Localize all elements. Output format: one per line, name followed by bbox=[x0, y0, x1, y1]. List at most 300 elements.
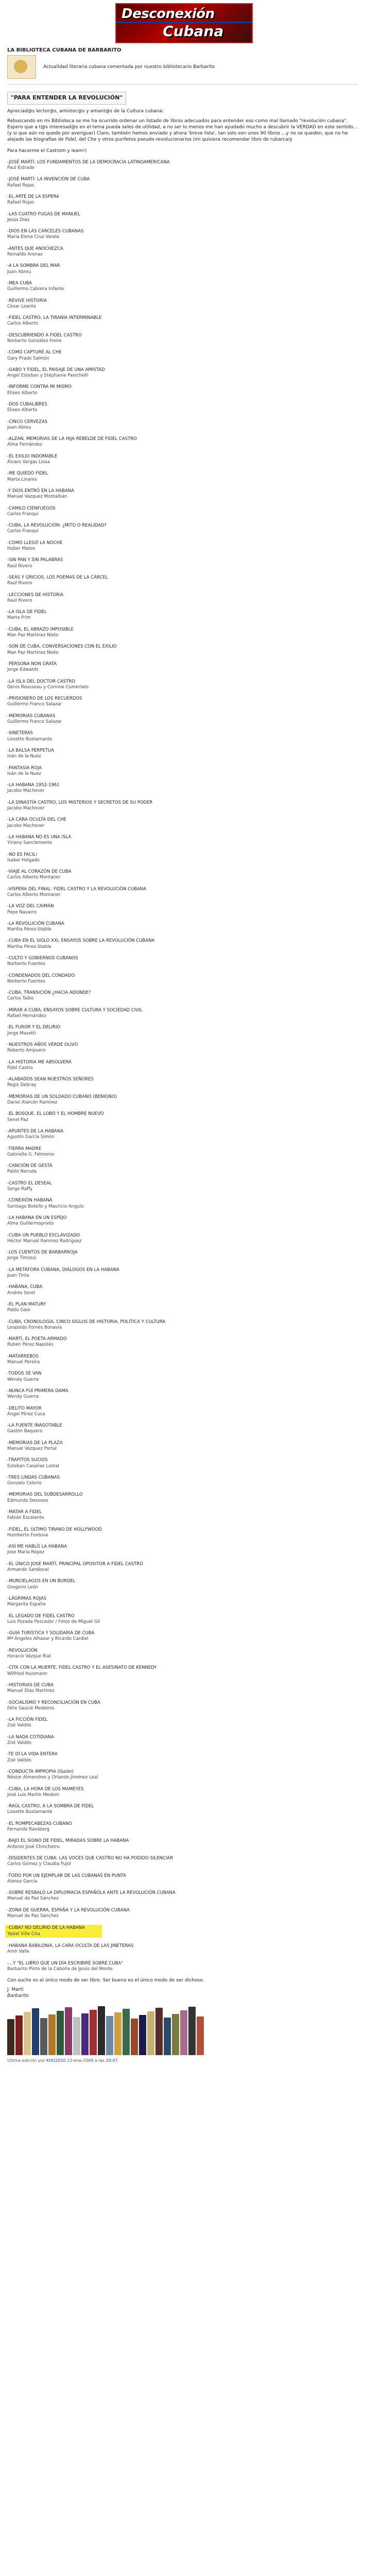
book-title: -CUBA, LA HORA DE LOS MAMEYES bbox=[7, 1786, 84, 1792]
book-title: -FIDEL, EL ÚLTIMO TIRANO DE HOLLYWOOD bbox=[7, 1527, 102, 1532]
book-list-item bbox=[7, 263, 358, 275]
book-title: -CUBA, TRANSICIÓN ¿HACIA ADONDE? bbox=[7, 990, 91, 996]
post-signature bbox=[7, 1987, 358, 1999]
book-author: Jorge Timossi bbox=[7, 1256, 37, 1261]
book-author: Carlos Franqui bbox=[7, 529, 39, 534]
book-title: -LA ISLA DEL DOCTOR CASTRO bbox=[7, 679, 75, 684]
book-title: -CUBA, EL ABRAZO IMPOSIBLE bbox=[7, 626, 74, 632]
book-list-item bbox=[7, 1683, 358, 1694]
book-list-item bbox=[7, 1423, 358, 1434]
blog-title[interactable]: LA BIBLIOTECA CUBANA DE BARBARITO bbox=[7, 47, 121, 53]
book-author: Horacio Vázque Rial bbox=[7, 1654, 51, 1659]
book-list-item bbox=[7, 454, 358, 465]
book-author: Jesús Díaz bbox=[7, 217, 30, 223]
book-spine bbox=[65, 2007, 72, 2055]
book-author: Denis Rousseau y Corinne Cumerlato bbox=[7, 684, 89, 690]
book-list-item bbox=[7, 1042, 358, 1054]
book-author: Jacobo Machover bbox=[7, 823, 45, 828]
book-list-item bbox=[7, 419, 358, 431]
book-list-item bbox=[7, 402, 358, 413]
book-author: Raúl Rivero bbox=[7, 563, 32, 569]
book-list-item bbox=[7, 1181, 358, 1192]
book-title: -PRISIONERO DE LOS RECUERDOS bbox=[7, 696, 82, 702]
book-list-item bbox=[7, 766, 358, 777]
book-list-item bbox=[7, 1787, 358, 1798]
book-list-item bbox=[7, 956, 358, 967]
book-title: -LECCIONES DE HISTORIA bbox=[7, 592, 64, 598]
book-author: Jorge Edwards bbox=[7, 667, 39, 673]
book-author: Margarita España bbox=[7, 1602, 46, 1607]
book-list-item bbox=[5, 1925, 102, 1937]
book-author: Jorge Masetti bbox=[7, 1030, 36, 1036]
book-title: -ALZAN, MEMORIAS DE LA HIJA REBELDE DE FIDEL CASTRO bbox=[7, 436, 137, 442]
book-author: Luis Pozada Pescador / Fotos de Miguel Gil bbox=[7, 1619, 100, 1624]
book-title: -EL PLAN MATURY bbox=[7, 1301, 46, 1307]
book-author: Edmundo Desnoes bbox=[7, 1498, 48, 1503]
book-spine bbox=[139, 2015, 146, 2055]
book-title: -LA REVOLUCIÓN CUBANA bbox=[7, 921, 64, 926]
book-title: -EL FUROR Y EL DELIRIO bbox=[7, 1025, 61, 1030]
book-list-item bbox=[7, 1250, 358, 1261]
book-author: Ángel Pérez Cuca bbox=[7, 1411, 45, 1417]
book-author: Raúl Rivero bbox=[7, 598, 32, 603]
book-spine bbox=[90, 2010, 97, 2055]
book-title: -SOBRE RESBALÓ LA DIPLOMACIA ESPAÑOLA ANTE LA REVOLUCIÓN CUBANA bbox=[7, 1890, 176, 1896]
book-author: Lissette Bustamante bbox=[7, 1809, 53, 1815]
book-list-item bbox=[7, 1371, 358, 1382]
book-author: Esteban Casañas Lostal bbox=[7, 1463, 59, 1469]
book-list-item bbox=[7, 1475, 358, 1486]
book-list-item bbox=[7, 1094, 358, 1106]
book-author: Andrés Sorel bbox=[7, 1290, 35, 1296]
book-spine bbox=[32, 2008, 39, 2055]
book-author: Humberto Fontova bbox=[7, 1532, 48, 1538]
book-list-item bbox=[7, 1943, 358, 1955]
book-title: -CUBA? NO DELIRIO DE LA HABANA bbox=[7, 1925, 85, 1931]
book-title: -HISTORIAS DE CUBA bbox=[7, 1683, 54, 1688]
book-author: Martha Pérez-Stable bbox=[7, 927, 51, 933]
book-author: Rafael Hernández bbox=[7, 1013, 46, 1019]
book-title: -DOS CUBALIBRES bbox=[7, 402, 47, 408]
post-intro-sign: Para hacerme el Castrom y leam!) bbox=[7, 148, 87, 154]
book-title: -LA HISTORIA ME ABSOLVERÁ bbox=[7, 1059, 72, 1065]
book-author: Gregorio León bbox=[7, 1584, 38, 1590]
book-list-item bbox=[7, 1129, 358, 1140]
book-title: -DIOS EN LAS CÁRCELES CUBANAS bbox=[7, 229, 84, 234]
book-title: -SON DE CUBA, CONVERSACIONES CON EL EXILIO bbox=[7, 644, 117, 650]
book-title: -MEMORIAS CUBANAS bbox=[7, 713, 56, 719]
book-author: Rafael Rojas bbox=[7, 200, 34, 206]
book-author: Regis Debray bbox=[7, 1082, 37, 1088]
book-title: -LAS CUATRO FUGAS DE MANUEL bbox=[7, 211, 80, 217]
book-title: -CANCIÓN DE GESTA bbox=[7, 1163, 53, 1169]
book-list-item bbox=[7, 575, 358, 586]
book-title: -TIERRA MADRE bbox=[7, 1146, 42, 1151]
book-author: Pepe Navarro bbox=[7, 909, 37, 915]
book-title: -NUESTROS AÑOS VERDE OLIVO bbox=[7, 1042, 78, 1048]
book-author: Manuel Vázquez Portal bbox=[7, 1446, 57, 1451]
book-spine bbox=[172, 2014, 179, 2055]
book-title: -MURCIELAGOS EN UN BURDEL bbox=[7, 1579, 76, 1584]
book-list-item bbox=[7, 1821, 358, 1833]
book-list-item bbox=[7, 298, 358, 310]
book-title: -BAJO EL SIGNO DE FIDEL, MIRADAS SOBRE LA HABANA bbox=[7, 1838, 129, 1844]
book-spine bbox=[180, 2010, 187, 2055]
book-author: Carlos Gómez y Claudia Fujol bbox=[7, 1861, 71, 1867]
book-spine bbox=[131, 2019, 138, 2055]
book-title: -COMO LLEGÓ LA NOCHE bbox=[7, 540, 63, 546]
book-author: Senel Paz bbox=[7, 1117, 28, 1123]
book-title: -TE DÍ LA VIDA ENTERA bbox=[7, 1752, 58, 1757]
book-author: Zoé Valdés bbox=[7, 1723, 31, 1728]
book-list-item bbox=[7, 1284, 358, 1296]
book-title: -LA DINASTÍA CASTRO, LOS MISTERIOS Y SECRETOS DE SU PODER bbox=[7, 800, 153, 805]
book-author: Dariel Alarcón Ramírez bbox=[7, 1100, 58, 1106]
book-list-item bbox=[7, 1440, 358, 1452]
book-author: Antonio José Chinchetru bbox=[7, 1844, 60, 1850]
book-list-item bbox=[7, 1890, 358, 1902]
book-list-item bbox=[7, 367, 358, 379]
book-author: Agustín García Simón bbox=[7, 1134, 55, 1140]
book-list-item bbox=[7, 350, 358, 361]
book-list-item bbox=[7, 852, 358, 863]
book-list-item bbox=[7, 1163, 358, 1175]
book-list-item bbox=[7, 1319, 358, 1331]
book-list-item bbox=[7, 436, 358, 448]
book-list-item bbox=[7, 887, 358, 898]
book-title: -CONEXIÓN HABANA bbox=[7, 1198, 53, 1204]
book-author: Man Paz Martínez Nieto bbox=[7, 650, 59, 655]
book-author: Carlos Alberto Montaner bbox=[7, 892, 61, 897]
book-author: Lissette Bustamante bbox=[7, 736, 53, 742]
book-title: -COMO CAPTURÉ AL CHE bbox=[7, 350, 62, 355]
book-author: Álvaro Vargas Llosa bbox=[7, 460, 50, 465]
book-list-item bbox=[7, 1804, 358, 1815]
book-title: -LA HABANA NO ES UNA ISLA bbox=[7, 834, 72, 840]
book-author: Manuel de Paz Sánchez bbox=[7, 1913, 59, 1919]
book-title: -TRAPITOS SUCIOS bbox=[7, 1458, 48, 1463]
book-author: Raúl Rivero bbox=[7, 581, 32, 586]
book-list-item bbox=[7, 194, 358, 206]
book-list-item bbox=[7, 973, 358, 985]
book-author: Gonzalo Celorio bbox=[7, 1481, 42, 1486]
book-list-item bbox=[7, 506, 358, 517]
book-author: Fabián Escalante bbox=[7, 1515, 44, 1521]
book-spine bbox=[123, 2009, 130, 2055]
book-list-item bbox=[7, 1631, 358, 1642]
post bbox=[7, 90, 358, 2055]
book-author: Amir Valle bbox=[7, 1949, 29, 1955]
blogger-name: Barbarito bbox=[7, 1993, 29, 1998]
book-list-item bbox=[7, 1838, 358, 1850]
book-list bbox=[7, 160, 358, 1972]
book-list-item bbox=[7, 1544, 358, 1555]
book-list-item bbox=[7, 748, 358, 759]
book-title: -LA CARA OCULTA DEL CHE bbox=[7, 817, 66, 823]
book-author: Paul Estrade bbox=[7, 165, 34, 171]
book-list-item bbox=[7, 229, 358, 240]
book-title: -SINETERAS bbox=[7, 731, 33, 736]
book-title: -GABO Y FIDEL, EL PAISAJE DE UNA AMISTAD bbox=[7, 367, 105, 372]
book-author: Zoé Valdés bbox=[7, 1757, 31, 1763]
blog-thumbnail-image bbox=[7, 55, 36, 79]
book-title: -CULTO Y GOBIERNOS CUBANOS bbox=[7, 956, 78, 961]
book-title: -PERSONA NON GRATA bbox=[7, 661, 57, 667]
edit-footer: Última edición por KHO2010 23-ene-2009 a las 20:47. bbox=[7, 2058, 119, 2063]
book-author: Jacobo Machover bbox=[7, 788, 45, 794]
book-list-item bbox=[7, 835, 358, 846]
book-author: Roberto Ampuero bbox=[7, 1048, 46, 1054]
book-list-item bbox=[7, 696, 358, 707]
book-author: Manuel Vázquez Montalbán bbox=[7, 494, 67, 500]
post-title[interactable]: "PARA ENTENDER LA REVOLUCIÓN" bbox=[7, 92, 126, 105]
book-author: Jacobo Machover bbox=[7, 805, 45, 811]
book-list-item bbox=[7, 177, 358, 188]
book-author: Norberto González Freire bbox=[7, 338, 62, 344]
book-title: -LA BALSA PERPETUA bbox=[7, 748, 55, 753]
book-title: -LA METÁFORA CUBANA, DIÁLOGOS EN LA HABANA bbox=[7, 1267, 119, 1273]
book-author: Marta Linares bbox=[7, 477, 37, 482]
book-title: -FANTASÍA ROJA bbox=[7, 765, 42, 771]
book-list-item bbox=[7, 471, 358, 482]
book-title: -LA HABANA 1952-1961 bbox=[7, 783, 60, 788]
book-title: -NO ES FACIL! bbox=[7, 852, 38, 857]
book-author: Zoé Valdés bbox=[7, 1740, 31, 1745]
book-title: -EL BOSQUE, EL LOBO Y EL HOMBRE NUEVO bbox=[7, 1111, 104, 1117]
book-spines-image bbox=[7, 2004, 358, 2055]
book-title: -ME QUIEDO FIDEL bbox=[7, 471, 48, 477]
book-title: -HABANA, CUBA bbox=[7, 1284, 43, 1290]
book-title: -LÁGRIMAS ROJAS bbox=[7, 1596, 47, 1602]
book-author: Manuel de Paz Sánchez bbox=[7, 1896, 59, 1902]
book-list-item bbox=[7, 1579, 358, 1590]
book-list-item bbox=[7, 281, 358, 292]
book-spine bbox=[7, 2019, 14, 2055]
book-title: -TODOS SE VAN bbox=[7, 1371, 42, 1377]
book-title: -RAÚL CASTRO, A LA SOMBRA DE FIDEL bbox=[7, 1804, 94, 1809]
book-list-item bbox=[7, 1769, 358, 1781]
book-title: -CITA CON LA MUERTE, FIDEL CASTRO Y EL ASESINATO DE KENNEDY bbox=[7, 1665, 157, 1671]
book-list-item bbox=[7, 1198, 358, 1209]
book-author: Barbarito Pinto de la Caboña de Jesús del Monte bbox=[7, 1966, 113, 1972]
book-list-item bbox=[7, 1336, 358, 1348]
book-author: Félix Saucié Medeiros bbox=[7, 1705, 55, 1711]
book-author: Pablo Neruda bbox=[7, 1169, 37, 1175]
book-list-item bbox=[7, 1735, 358, 1746]
book-author: Wilfried Huismann bbox=[7, 1671, 47, 1676]
book-author: Wendy Guerra bbox=[7, 1377, 39, 1382]
book-title: -CAMILO CIENFUEGOS bbox=[7, 505, 56, 511]
book-list-item bbox=[7, 592, 358, 604]
book-author: Martha Pérez-Stable bbox=[7, 944, 51, 950]
book-author: Rafael Rojas bbox=[7, 182, 34, 188]
book-title: -VISPERA DEL FINAL: FIDEL CASTRO Y LA REVOLUCIÓN CUBANA bbox=[7, 886, 147, 892]
book-title: -JOSÉ MARTÍ: LA INVENCIÓN DE CUBA bbox=[7, 177, 90, 182]
post-intro: Rebuscando en mi Biblioteca se me ha ocurrido ordenar un listado de libros adecuados para entender eso como mal llamado "revolución cubana". Espero que a t@s interesad@s en el tema pueda seles de utilidad, a no ser lo menos me han ayudado mucho a descubrir la VERDAD en este sentido... (y si que aún no quede por averiguar) Claro, también hemos enviado y ahora 'breve lista', tan solo son unos 90 libros ...y no se queden, que no he alejado las biografías de Fidel, del Che y otros purifetos pseudo-revolucionarios (mi quisiera recomendar libro de rubarca/y bbox=[7, 118, 358, 143]
book-list-item bbox=[7, 644, 358, 655]
book-spine bbox=[197, 2016, 204, 2055]
book-spine bbox=[24, 2012, 31, 2055]
book-author: Iván de la Nuez bbox=[7, 771, 41, 776]
book-list-item bbox=[7, 1111, 358, 1123]
book-title: -SEAS Y GRICIOS, LOS POEMAS DE LA CÁRCEL bbox=[7, 575, 108, 581]
book-title: -VIAJE AL CORAZÓN DE CUBA bbox=[7, 869, 72, 875]
book-list-item bbox=[7, 714, 358, 725]
book-title: -ALABADOS SEAN NUESTROS SEÑORES bbox=[7, 1077, 94, 1082]
book-author: Néstor Almendros y Orlando Jiménez Leal bbox=[7, 1775, 98, 1781]
book-author: Carlos Taibo bbox=[7, 996, 34, 1002]
book-title: -EL ÚNICO JOSÉ MARTÍ, PRINCIPAL OPOSITOR A FIDEL CASTRO bbox=[7, 1561, 143, 1567]
book-author: Man Paz Martínez Nieto bbox=[7, 633, 59, 638]
book-title: -EL ROMPECABEZAS CUBANO bbox=[7, 1821, 72, 1826]
book-spine bbox=[164, 2018, 171, 2055]
book-author: Norberto Fuentes bbox=[7, 978, 45, 984]
book-title: -HABANA BABILONIA, LA CARA OCULTA DE LAS JINETERAS bbox=[7, 1943, 134, 1948]
book-title: -APUNTES DE LA HABANA bbox=[7, 1129, 64, 1134]
book-title: -REVOLUCIÓN bbox=[7, 1648, 38, 1653]
book-list-item bbox=[7, 1354, 358, 1365]
book-list-item bbox=[7, 1510, 358, 1521]
book-author: César Leante bbox=[7, 303, 36, 309]
book-author: Gary Prado Salmón bbox=[7, 355, 49, 361]
book-list-item bbox=[7, 869, 358, 880]
book-list-item bbox=[7, 1267, 358, 1279]
book-author: Fidel Castro bbox=[7, 1065, 33, 1071]
book-list-item bbox=[7, 384, 358, 396]
book-title: -DELITO MAYOR bbox=[7, 1405, 42, 1411]
book-list-item bbox=[7, 557, 358, 569]
book-list-item bbox=[7, 1302, 358, 1313]
book-title: -LA FICCIÓN FIDEL bbox=[7, 1717, 48, 1723]
site-banner bbox=[0, 0, 365, 44]
book-author: Gabriella G. Felmorov bbox=[7, 1151, 55, 1157]
book-list-item bbox=[7, 1700, 358, 1711]
book-author: Eliseo Alberto bbox=[7, 390, 38, 396]
book-list-item bbox=[7, 523, 358, 534]
book-author: Armando Sandoval bbox=[7, 1567, 49, 1573]
book-list-item bbox=[7, 488, 358, 500]
book-title: -TRES LINDAS CUBANAS bbox=[7, 1475, 60, 1480]
book-title: -LA NADA COTIDIANA bbox=[7, 1734, 54, 1740]
book-author: Alma Guillermoprieto bbox=[7, 1221, 54, 1227]
book-spine bbox=[48, 2014, 56, 2055]
book-title: -FIDEL CASTRO, LA TIRANÍA INTERMINABLE bbox=[7, 315, 102, 321]
book-title: -ANTES QUE ANOCHEZCA bbox=[7, 246, 63, 251]
book-spine bbox=[40, 2018, 47, 2055]
book-title: -CONDENADOS DEL CONDADO bbox=[7, 973, 75, 978]
book-spine bbox=[114, 2012, 121, 2055]
post-greeting: Apreciad@s lector@s, amistoc@s y amant@s de la Cultura cubana: bbox=[7, 108, 164, 114]
book-author: Carlos Alberto Montaner bbox=[7, 875, 61, 880]
site-logo[interactable] bbox=[115, 3, 253, 43]
book-list-item bbox=[7, 783, 358, 794]
book-author: Pablo Gaio bbox=[7, 1308, 30, 1313]
book-title: -MARTÍ, EL POETA ARMADO bbox=[7, 1336, 67, 1342]
book-title: -SOCIALISMO Y RECONCILIACIÓN EN CUBA bbox=[7, 1700, 100, 1705]
book-author: Marta Frim bbox=[7, 615, 31, 621]
book-title: -ZONA DE GUERRA, ESPAÑA Y LA REVOLUCIÓN CUBANA bbox=[7, 1907, 130, 1913]
book-title: -ASÍ ME HABLÓ LA HABANA bbox=[7, 1544, 67, 1550]
book-author: Norberto Fuentes bbox=[7, 961, 45, 967]
book-title: -DISIDENTES DE CUBA: LAS VOCES QUE CASTRO NO HA PODIDO SILENCIAR bbox=[7, 1855, 173, 1861]
book-author: Alonso García bbox=[7, 1878, 38, 1884]
book-list-item bbox=[7, 1233, 358, 1244]
book-title: -MEMORIAS DEL SUBDESARROLLO bbox=[7, 1492, 83, 1498]
book-list-item bbox=[7, 938, 358, 950]
book-title: -CUBA UN PUEBLO ESCLAVIZADO bbox=[7, 1232, 80, 1238]
book-list-item bbox=[7, 1146, 358, 1158]
logo-text-line1: Desconexión bbox=[121, 6, 215, 22]
book-title: -REVIVE HISTORIA bbox=[7, 298, 47, 303]
book-author: Manuel Pereira bbox=[7, 1359, 40, 1365]
book-title: -MIRAR A CUBA, ENSAYOS SOBRE CULTURA Y SOCIEDAD CIVIL bbox=[7, 1007, 143, 1013]
edit-time-link[interactable]: 20:47. bbox=[106, 2058, 119, 2063]
book-title: -MEMORIAS DE LA PLAZA bbox=[7, 1440, 63, 1446]
book-author: Carlos Franqui bbox=[7, 511, 39, 517]
book-spine bbox=[73, 2017, 80, 2055]
book-list-item bbox=[7, 921, 358, 933]
book-spine bbox=[81, 2013, 89, 2055]
book-list-item bbox=[7, 1077, 358, 1088]
book-title: -CUBA EN EL SIGLO XXI, ENSAYOS SOBRE LA REVOLUCIÓN CUBANA bbox=[7, 938, 155, 944]
blog-description: Actualidad literaria cubana comentada por nuestro bibliotecario Barbarito bbox=[43, 64, 215, 70]
book-list-item bbox=[7, 679, 358, 690]
book-spine bbox=[188, 2007, 196, 2055]
book-author: Wendy Guerra bbox=[7, 1394, 39, 1400]
book-author: Juan Abreu bbox=[7, 425, 31, 430]
editor-link[interactable]: KHO2010 bbox=[46, 2058, 66, 2063]
book-list-item bbox=[7, 1008, 358, 1019]
book-title: -MATARREBOS bbox=[7, 1353, 39, 1359]
book-list-item bbox=[7, 1492, 358, 1503]
book-author: Serge Raffy bbox=[7, 1187, 33, 1192]
book-author: Carlos Alberto bbox=[7, 321, 39, 327]
book-author: Alina Fernández bbox=[7, 442, 42, 448]
book-title: -JOSÉ MARTÍ: LOS FUNDAMENTOS DE LA DEMOCRACIA LATINOAMERICANA bbox=[7, 159, 170, 165]
book-list-item bbox=[7, 1388, 358, 1400]
logo-text-line2: Cubana bbox=[163, 23, 224, 40]
book-title: -INFORME CONTRA MI MISMO bbox=[7, 384, 72, 390]
book-author: Isabel Holgado bbox=[7, 857, 40, 863]
book-author: Huber Matos bbox=[7, 546, 36, 552]
book-list-item bbox=[7, 1527, 358, 1538]
book-list-item bbox=[7, 817, 358, 828]
book-list-item bbox=[7, 1873, 358, 1885]
book-title: -MEA CUBA bbox=[7, 280, 32, 286]
book-list-item bbox=[7, 904, 358, 915]
book-list-item bbox=[7, 1458, 358, 1469]
book-title: -GUÍA TURÍSTICA Y SOLIDARIA DE CUBA bbox=[7, 1631, 95, 1636]
book-author: Guillermo Franco Salazar bbox=[7, 702, 62, 707]
book-list-item bbox=[7, 160, 358, 171]
book-title: -SIN PAN Y SIN PALABRAS bbox=[7, 557, 63, 563]
book-list-item bbox=[7, 1856, 358, 1867]
book-title: -CONDUCTA IMPROPIA (Guión) bbox=[7, 1769, 74, 1774]
book-title: -EL EXILIO INDOMABLE bbox=[7, 453, 58, 459]
book-author: Juan Abreu bbox=[7, 269, 31, 275]
book-author: Héctor Manuel Ramírez Rodríguez bbox=[7, 1238, 82, 1244]
quote-author: J. Martí bbox=[7, 1987, 24, 1992]
book-title: -LA FUENTE INAGOTABLE bbox=[7, 1423, 62, 1429]
book-author: Guillermo Cabrera Infante bbox=[7, 286, 64, 292]
book-title: -EL ARTE DE LA ESPERA bbox=[7, 194, 59, 199]
book-title: -EL LEGADO DE FIDEL CASTRO bbox=[7, 1613, 75, 1619]
book-author: Eliseo Alberto bbox=[7, 408, 38, 413]
book-author: Santiago Botello y Mauricio Angulo bbox=[7, 1204, 84, 1209]
book-spine bbox=[15, 2015, 23, 2055]
book-list-item bbox=[7, 1961, 358, 1972]
book-list-item bbox=[7, 627, 358, 638]
